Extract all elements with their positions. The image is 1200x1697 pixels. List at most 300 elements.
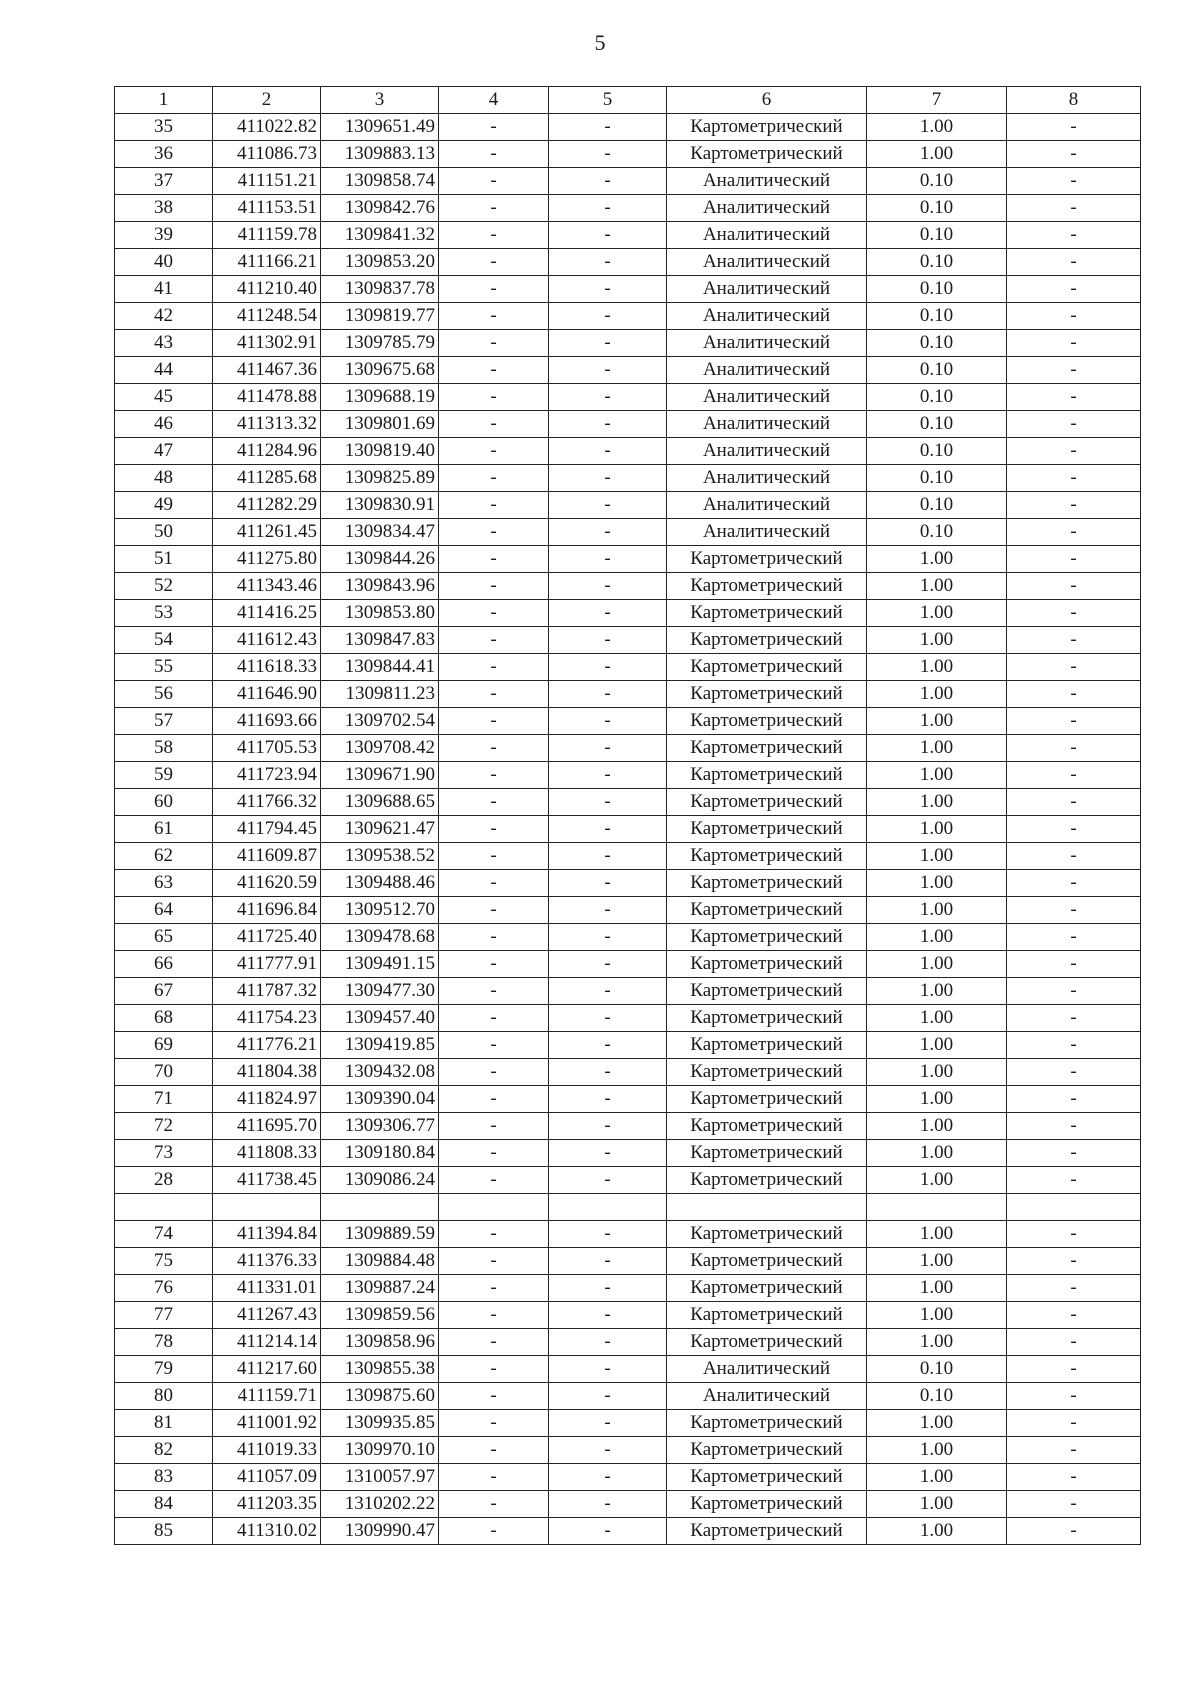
col5-cell: -: [549, 1464, 667, 1491]
point-number-cell: 73: [115, 1140, 213, 1167]
accuracy-cell: 1.00: [867, 1437, 1007, 1464]
col5-cell: -: [549, 1248, 667, 1275]
column-header: 1: [115, 87, 213, 114]
table-row: [115, 1464, 1141, 1491]
accuracy-cell: 1.00: [867, 816, 1007, 843]
accuracy-cell: 1.00: [867, 654, 1007, 681]
y-coordinate-cell: 1309538.52: [321, 843, 439, 870]
accuracy-cell: 1.00: [867, 141, 1007, 168]
table-row: [115, 1329, 1141, 1356]
table-row: [115, 1005, 1141, 1032]
table-row: [115, 114, 1141, 141]
point-number-cell: 58: [115, 735, 213, 762]
col5-cell: -: [549, 519, 667, 546]
method-cell: Картометрический: [667, 1032, 867, 1059]
method-cell: Картометрический: [667, 1302, 867, 1329]
col5-cell: -: [549, 789, 667, 816]
accuracy-cell: 1.00: [867, 1302, 1007, 1329]
method-cell: Картометрический: [667, 654, 867, 681]
table-row: [115, 546, 1141, 573]
col8-cell: -: [1007, 1356, 1141, 1383]
col5-cell: -: [549, 897, 667, 924]
col8-cell: -: [1007, 681, 1141, 708]
y-coordinate-cell: 1309675.68: [321, 357, 439, 384]
col4-cell: -: [439, 303, 549, 330]
y-coordinate-cell: 1309688.65: [321, 789, 439, 816]
col5-cell: -: [549, 1221, 667, 1248]
point-number-cell: 62: [115, 843, 213, 870]
x-coordinate-cell: 411267.43: [213, 1302, 321, 1329]
x-coordinate-cell: 411159.71: [213, 1383, 321, 1410]
method-cell: Картометрический: [667, 573, 867, 600]
x-coordinate-cell: 411777.91: [213, 951, 321, 978]
col8-cell: -: [1007, 1437, 1141, 1464]
table-row: [115, 1356, 1141, 1383]
accuracy-cell: 0.10: [867, 384, 1007, 411]
accuracy-cell: 1.00: [867, 546, 1007, 573]
accuracy-cell: 1.00: [867, 1518, 1007, 1545]
table-body: [115, 114, 1141, 1545]
table-row: [115, 708, 1141, 735]
table-row: [115, 843, 1141, 870]
col4-cell: -: [439, 1248, 549, 1275]
point-number-cell: 28: [115, 1167, 213, 1194]
col4-cell: -: [439, 681, 549, 708]
col5-cell: -: [549, 1086, 667, 1113]
x-coordinate-cell: 411285.68: [213, 465, 321, 492]
accuracy-cell: 1.00: [867, 1086, 1007, 1113]
accuracy-cell: 1.00: [867, 627, 1007, 654]
point-number-cell: 74: [115, 1221, 213, 1248]
y-coordinate-cell: 1309702.54: [321, 708, 439, 735]
point-number-cell: 64: [115, 897, 213, 924]
y-coordinate-cell: 1309390.04: [321, 1086, 439, 1113]
column-header: 7: [867, 87, 1007, 114]
accuracy-cell: 0.10: [867, 195, 1007, 222]
col4-cell: -: [439, 843, 549, 870]
accuracy-cell: 1.00: [867, 951, 1007, 978]
col8-cell: -: [1007, 735, 1141, 762]
method-cell: Картометрический: [667, 1491, 867, 1518]
y-coordinate-cell: 1309889.59: [321, 1221, 439, 1248]
method-cell: Картометрический: [667, 870, 867, 897]
accuracy-cell: 1.00: [867, 681, 1007, 708]
accuracy-cell: 1.00: [867, 1329, 1007, 1356]
col4-cell: -: [439, 276, 549, 303]
table-row: [115, 1140, 1141, 1167]
table-row: [115, 330, 1141, 357]
col4-cell: -: [439, 1140, 549, 1167]
column-header: 4: [439, 87, 549, 114]
y-coordinate-cell: 1309990.47: [321, 1518, 439, 1545]
x-coordinate-cell: 411331.01: [213, 1275, 321, 1302]
y-coordinate-cell: 1310202.22: [321, 1491, 439, 1518]
col5-cell: -: [549, 1329, 667, 1356]
point-number-cell: 67: [115, 978, 213, 1005]
col8-cell: -: [1007, 627, 1141, 654]
col8-cell: -: [1007, 789, 1141, 816]
col5-cell: -: [549, 1167, 667, 1194]
col5-cell: -: [549, 600, 667, 627]
point-number-cell: 57: [115, 708, 213, 735]
table-row: [115, 1518, 1141, 1545]
col8-cell: -: [1007, 276, 1141, 303]
y-coordinate-cell: 1309512.70: [321, 897, 439, 924]
method-cell: Картометрический: [667, 897, 867, 924]
y-coordinate-cell: 1309875.60: [321, 1383, 439, 1410]
point-number-cell: 70: [115, 1059, 213, 1086]
y-coordinate-cell: 1309884.48: [321, 1248, 439, 1275]
accuracy-cell: 1.00: [867, 1140, 1007, 1167]
col5-cell: -: [549, 438, 667, 465]
y-coordinate-cell: 1309651.49: [321, 114, 439, 141]
x-coordinate-cell: 411620.59: [213, 870, 321, 897]
y-coordinate-cell: 1309785.79: [321, 330, 439, 357]
col4-cell: -: [439, 627, 549, 654]
y-coordinate-cell: 1309834.47: [321, 519, 439, 546]
col8-cell: -: [1007, 195, 1141, 222]
method-cell: Аналитический: [667, 492, 867, 519]
point-number-cell: 47: [115, 438, 213, 465]
y-coordinate-cell: 1309819.77: [321, 303, 439, 330]
table-row: [115, 1194, 1141, 1221]
col5-cell: -: [549, 1437, 667, 1464]
table-row: [115, 762, 1141, 789]
col5-cell: -: [549, 627, 667, 654]
col8-cell: -: [1007, 168, 1141, 195]
y-coordinate-cell: 1309847.83: [321, 627, 439, 654]
point-number-cell: [115, 1194, 213, 1221]
col4-cell: -: [439, 1518, 549, 1545]
y-coordinate-cell: 1309841.32: [321, 222, 439, 249]
col5-cell: -: [549, 1383, 667, 1410]
table-row: [115, 141, 1141, 168]
method-cell: Аналитический: [667, 168, 867, 195]
accuracy-cell: 1.00: [867, 924, 1007, 951]
method-cell: Картометрический: [667, 1167, 867, 1194]
table-row: [115, 492, 1141, 519]
col8-cell: -: [1007, 1086, 1141, 1113]
col4-cell: -: [439, 519, 549, 546]
column-header: 6: [667, 87, 867, 114]
accuracy-cell: 0.10: [867, 465, 1007, 492]
col4-cell: -: [439, 1302, 549, 1329]
y-coordinate-cell: 1309801.69: [321, 411, 439, 438]
col8-cell: -: [1007, 303, 1141, 330]
method-cell: Картометрический: [667, 1248, 867, 1275]
col4-cell: -: [439, 249, 549, 276]
point-number-cell: 35: [115, 114, 213, 141]
point-number-cell: 81: [115, 1410, 213, 1437]
table-row: [115, 816, 1141, 843]
col5-cell: -: [549, 573, 667, 600]
table-row: [115, 1410, 1141, 1437]
x-coordinate-cell: 411738.45: [213, 1167, 321, 1194]
table-row: [115, 1302, 1141, 1329]
y-coordinate-cell: 1309432.08: [321, 1059, 439, 1086]
col8-cell: -: [1007, 519, 1141, 546]
accuracy-cell: 1.00: [867, 735, 1007, 762]
accuracy-cell: [867, 1194, 1007, 1221]
col8-cell: -: [1007, 411, 1141, 438]
y-coordinate-cell: 1309491.15: [321, 951, 439, 978]
point-number-cell: 60: [115, 789, 213, 816]
x-coordinate-cell: 411646.90: [213, 681, 321, 708]
point-number-cell: 42: [115, 303, 213, 330]
col5-cell: -: [549, 222, 667, 249]
accuracy-cell: 0.10: [867, 222, 1007, 249]
accuracy-cell: 0.10: [867, 249, 1007, 276]
col5-cell: -: [549, 1140, 667, 1167]
y-coordinate-cell: 1309843.96: [321, 573, 439, 600]
point-number-cell: 49: [115, 492, 213, 519]
table-row: [115, 384, 1141, 411]
x-coordinate-cell: 411376.33: [213, 1248, 321, 1275]
col4-cell: -: [439, 897, 549, 924]
col4-cell: -: [439, 978, 549, 1005]
table-row: [115, 519, 1141, 546]
accuracy-cell: 1.00: [867, 1167, 1007, 1194]
accuracy-cell: 1.00: [867, 708, 1007, 735]
table-row: [115, 600, 1141, 627]
col8-cell: -: [1007, 1275, 1141, 1302]
accuracy-cell: 1.00: [867, 573, 1007, 600]
col4-cell: -: [439, 1005, 549, 1032]
y-coordinate-cell: 1309830.91: [321, 492, 439, 519]
col4-cell: -: [439, 168, 549, 195]
method-cell: Картометрический: [667, 1059, 867, 1086]
col8-cell: [1007, 1194, 1141, 1221]
col5-cell: -: [549, 249, 667, 276]
col5-cell: -: [549, 1302, 667, 1329]
method-cell: Картометрический: [667, 708, 867, 735]
page-number: 5: [594, 30, 606, 55]
method-cell: Картометрический: [667, 1410, 867, 1437]
column-header: 3: [321, 87, 439, 114]
method-cell: Картометрический: [667, 1329, 867, 1356]
table-row: [115, 681, 1141, 708]
col5-cell: -: [549, 411, 667, 438]
y-coordinate-cell: 1309970.10: [321, 1437, 439, 1464]
y-coordinate-cell: 1309457.40: [321, 1005, 439, 1032]
table-row: [115, 1086, 1141, 1113]
point-number-cell: 53: [115, 600, 213, 627]
col8-cell: -: [1007, 1410, 1141, 1437]
col5-cell: -: [549, 1356, 667, 1383]
y-coordinate-cell: 1309844.41: [321, 654, 439, 681]
col8-cell: -: [1007, 843, 1141, 870]
col4-cell: -: [439, 1356, 549, 1383]
accuracy-cell: 1.00: [867, 1464, 1007, 1491]
col8-cell: -: [1007, 1383, 1141, 1410]
table-row: [115, 1383, 1141, 1410]
method-cell: Аналитический: [667, 330, 867, 357]
x-coordinate-cell: 411754.23: [213, 1005, 321, 1032]
table-row: [115, 1167, 1141, 1194]
x-coordinate-cell: 411794.45: [213, 816, 321, 843]
method-cell: Картометрический: [667, 843, 867, 870]
accuracy-cell: 0.10: [867, 411, 1007, 438]
y-coordinate-cell: 1309671.90: [321, 762, 439, 789]
col4-cell: [439, 1194, 549, 1221]
point-number-cell: 43: [115, 330, 213, 357]
method-cell: Картометрический: [667, 789, 867, 816]
table-row: [115, 411, 1141, 438]
x-coordinate-cell: 411394.84: [213, 1221, 321, 1248]
accuracy-cell: 1.00: [867, 1113, 1007, 1140]
col5-cell: -: [549, 843, 667, 870]
col8-cell: -: [1007, 249, 1141, 276]
accuracy-cell: 1.00: [867, 1059, 1007, 1086]
col8-cell: -: [1007, 1464, 1141, 1491]
col5-cell: -: [549, 1491, 667, 1518]
table-row: [115, 438, 1141, 465]
col4-cell: -: [439, 438, 549, 465]
col5-cell: -: [549, 303, 667, 330]
method-cell: Картометрический: [667, 1113, 867, 1140]
accuracy-cell: 1.00: [867, 1410, 1007, 1437]
y-coordinate-cell: 1309419.85: [321, 1032, 439, 1059]
col4-cell: -: [439, 546, 549, 573]
table-row: [115, 735, 1141, 762]
col8-cell: -: [1007, 978, 1141, 1005]
method-cell: Картометрический: [667, 600, 867, 627]
method-cell: Картометрический: [667, 1221, 867, 1248]
y-coordinate-cell: 1309842.76: [321, 195, 439, 222]
accuracy-cell: 0.10: [867, 276, 1007, 303]
method-cell: Аналитический: [667, 384, 867, 411]
col4-cell: -: [439, 735, 549, 762]
x-coordinate-cell: 411787.32: [213, 978, 321, 1005]
point-number-cell: 41: [115, 276, 213, 303]
col8-cell: -: [1007, 924, 1141, 951]
col4-cell: -: [439, 1059, 549, 1086]
table-row: [115, 1275, 1141, 1302]
col5-cell: -: [549, 141, 667, 168]
method-cell: Аналитический: [667, 303, 867, 330]
x-coordinate-cell: 411057.09: [213, 1464, 321, 1491]
col5-cell: -: [549, 330, 667, 357]
accuracy-cell: 1.00: [867, 897, 1007, 924]
col8-cell: -: [1007, 816, 1141, 843]
table-row: [115, 465, 1141, 492]
x-coordinate-cell: 411693.66: [213, 708, 321, 735]
point-number-cell: 65: [115, 924, 213, 951]
method-cell: Картометрический: [667, 1518, 867, 1545]
col5-cell: -: [549, 114, 667, 141]
x-coordinate-cell: 411705.53: [213, 735, 321, 762]
x-coordinate-cell: 411416.25: [213, 600, 321, 627]
col4-cell: -: [439, 492, 549, 519]
y-coordinate-cell: 1309855.38: [321, 1356, 439, 1383]
col8-cell: -: [1007, 708, 1141, 735]
col4-cell: -: [439, 195, 549, 222]
col4-cell: -: [439, 654, 549, 681]
col4-cell: -: [439, 222, 549, 249]
point-number-cell: 69: [115, 1032, 213, 1059]
accuracy-cell: 0.10: [867, 168, 1007, 195]
point-number-cell: 39: [115, 222, 213, 249]
accuracy-cell: 0.10: [867, 492, 1007, 519]
y-coordinate-cell: 1309935.85: [321, 1410, 439, 1437]
point-number-cell: 46: [115, 411, 213, 438]
method-cell: Картометрический: [667, 762, 867, 789]
point-number-cell: 71: [115, 1086, 213, 1113]
method-cell: Аналитический: [667, 438, 867, 465]
col5-cell: -: [549, 870, 667, 897]
col5-cell: -: [549, 492, 667, 519]
col5-cell: -: [549, 168, 667, 195]
col4-cell: -: [439, 816, 549, 843]
point-number-cell: 78: [115, 1329, 213, 1356]
method-cell: Аналитический: [667, 1383, 867, 1410]
method-cell: Картометрический: [667, 546, 867, 573]
y-coordinate-cell: 1309853.80: [321, 600, 439, 627]
method-cell: Аналитический: [667, 519, 867, 546]
column-header: 2: [213, 87, 321, 114]
table-row: [115, 573, 1141, 600]
col8-cell: -: [1007, 897, 1141, 924]
y-coordinate-cell: 1309306.77: [321, 1113, 439, 1140]
table-row: [115, 654, 1141, 681]
x-coordinate-cell: 411217.60: [213, 1356, 321, 1383]
col5-cell: -: [549, 816, 667, 843]
x-coordinate-cell: 411261.45: [213, 519, 321, 546]
table-row: [115, 276, 1141, 303]
col4-cell: -: [439, 357, 549, 384]
y-coordinate-cell: 1309180.84: [321, 1140, 439, 1167]
method-cell: Картометрический: [667, 1140, 867, 1167]
y-coordinate-cell: 1309708.42: [321, 735, 439, 762]
col5-cell: -: [549, 1113, 667, 1140]
point-number-cell: 83: [115, 1464, 213, 1491]
method-cell: Аналитический: [667, 1356, 867, 1383]
col8-cell: -: [1007, 654, 1141, 681]
col8-cell: -: [1007, 1518, 1141, 1545]
x-coordinate-cell: 411151.21: [213, 168, 321, 195]
col8-cell: -: [1007, 357, 1141, 384]
col8-cell: -: [1007, 438, 1141, 465]
col4-cell: -: [439, 789, 549, 816]
method-cell: Картометрический: [667, 816, 867, 843]
accuracy-cell: 1.00: [867, 789, 1007, 816]
point-number-cell: 66: [115, 951, 213, 978]
accuracy-cell: 1.00: [867, 1491, 1007, 1518]
accuracy-cell: 1.00: [867, 978, 1007, 1005]
col4-cell: -: [439, 1086, 549, 1113]
col5-cell: -: [549, 1275, 667, 1302]
x-coordinate-cell: 411153.51: [213, 195, 321, 222]
col5-cell: -: [549, 951, 667, 978]
y-coordinate-cell: 1309086.24: [321, 1167, 439, 1194]
col5-cell: -: [549, 1059, 667, 1086]
x-coordinate-cell: 411022.82: [213, 114, 321, 141]
table-row: [115, 222, 1141, 249]
col4-cell: -: [439, 1275, 549, 1302]
col5-cell: -: [549, 978, 667, 1005]
col8-cell: -: [1007, 573, 1141, 600]
x-coordinate-cell: 411695.70: [213, 1113, 321, 1140]
col4-cell: -: [439, 330, 549, 357]
col8-cell: -: [1007, 1329, 1141, 1356]
x-coordinate-cell: 411804.38: [213, 1059, 321, 1086]
method-cell: Аналитический: [667, 357, 867, 384]
col8-cell: -: [1007, 1167, 1141, 1194]
x-coordinate-cell: 411478.88: [213, 384, 321, 411]
col8-cell: -: [1007, 141, 1141, 168]
y-coordinate-cell: 1309837.78: [321, 276, 439, 303]
point-number-cell: 51: [115, 546, 213, 573]
